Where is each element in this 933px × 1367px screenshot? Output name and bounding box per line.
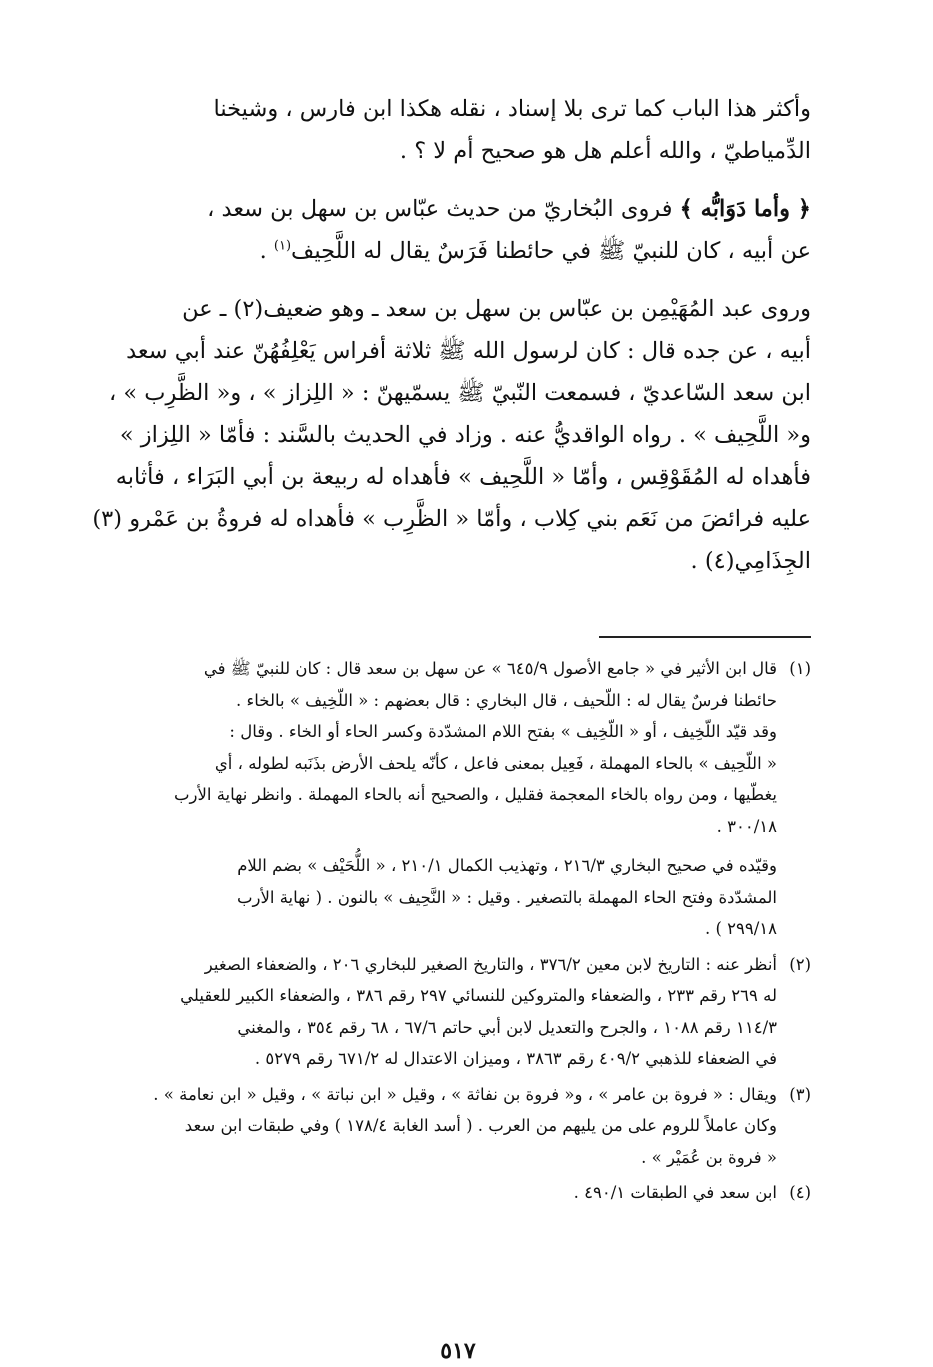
footnote-line: ١١٤/٣ رقم ١٠٨٨ ، والجرح والتعديل لابن أبي حاتم ٦٧/٦ ، ٦٨ رقم ٣٥٤ ، والمغني: [237, 1017, 777, 1037]
text-line: [105, 188, 811, 230]
text-line: عليه فرائضَ من نَعَم بني كِلاب ، وأمّا « الظَّرِب » فأهداه له فروةُ بن عَمْرو (٣): [92, 506, 811, 532]
footnote-line: أنظر عنه : التاريخ لابن معين ٣٧٦/٢ ، والتاريخ الصغير للبخاري ٢٠٦ ، والضعفاء الصغير: [204, 954, 777, 974]
paragraph-1: [105, 88, 811, 172]
text-line: أبيه ، عن جده قال : كان لرسول الله ﷺ ثلاثة أفراس يَعْلِفُهُنّ عند أبي سعد: [126, 338, 811, 364]
footnote-divider: [599, 636, 811, 638]
paragraph-3: [92, 288, 811, 582]
footnote-line: في الضعفاء للذهبي ٤٠٩/٢ رقم ٣٨٦٣ ، وميزان الاعتدال له ٦٧١/٢ رقم ٥٢٧٩ .: [254, 1049, 777, 1068]
footnote-line: « فروة بن عُمَيْر » .: [641, 1147, 777, 1167]
footnote-sub-paragraph: [105, 850, 777, 945]
footnote-number: (٢): [789, 954, 811, 974]
footnote-line: حائطنا فرسٌ يقال له : اللّحيف ، قال البخاري : قال بعضهم : « اللّخِيف » بالخاء .: [236, 690, 777, 710]
text-fragment: .: [259, 238, 274, 264]
text-fragment: فروى البُخاريّ من حديث عبّاس بن سهل بن سعد ،: [207, 196, 680, 222]
footnote-ref: (١): [273, 238, 292, 254]
text-line: الدِّمياطيّ ، والله أعلم هل هو صحيح أم لا ؟ .: [399, 138, 811, 164]
page-number: ٥١٧: [440, 1338, 476, 1364]
footnote-number: (٤): [789, 1183, 811, 1202]
text-line: فأهداه له المُقَوْقِس ، وأمّا « اللَّحِيف » فأهداه له ربيعة بن أبي البَرَاء ، فأثابه: [115, 464, 811, 490]
footnote-number: (١): [789, 659, 811, 678]
footnote-1: [105, 653, 811, 945]
footnote-4: [105, 1177, 811, 1209]
text-line: [105, 230, 811, 272]
footnote-line: وقد قيّد اللّخِيف ، أو « اللّخِيف » بفتح اللام المشدّدة وكسر الحاء أو الخاء . وقال :: [229, 722, 777, 741]
book-page: [92, 88, 811, 1364]
footnote-line: ٣٠٠/١٨ .: [716, 816, 777, 836]
text-fragment: عن أبيه ، كان للنبيّ ﷺ في حائطنا فَرَسٌ يقال له اللَّحِيف: [291, 238, 811, 264]
text-line: وأكثر هذا الباب كما ترى بلا إسناد ، نقله هكذا ابن فارس ، وشيخنا: [213, 96, 811, 122]
footnote-line: ويقال : « فروة بن عامر » ، و« فروة بن نفاثة » ، وقيل « ابن نباتة » ، وقيل « ابن نعامة » .: [153, 1084, 777, 1104]
footnote-number: (٣): [789, 1084, 811, 1104]
footnote-line: له ٢٦٩ رقم ٢٣٣ ، والضعفاء والمتروكين للنسائي ٢٩٧ رقم ٣٨٦ ، والضعفاء الكبير للعقيلي: [180, 986, 777, 1005]
text-line: و« اللَّحِيف » . رواه الواقديُّ عنه . وزاد في الحديث بالسَّند : فأمّا « اللِزاز »: [119, 422, 811, 448]
footnote-line: المشدّدة وفتح الحاء المهملة بالتصغير . وقيل : « النَّحِيف » بالنون . ( نهاية الأرب: [236, 887, 777, 907]
footnote-3: [105, 1079, 811, 1174]
text-line: ابن سعد السّاعديّ ، فسمعت النّبيّ ﷺ يسمّيهنّ : « اللِزاز » ، و« الظَّرِب » ،: [108, 380, 811, 406]
paragraph-2: [105, 188, 811, 272]
text-line: وروى عبد المُهَيْمِن بن عبّاس بن سهل بن سعد ـ وهو ضعيف(٢) ـ عن: [182, 296, 811, 322]
footnote-line: « اللّحِيف » بالحاء المهملة ، فَعِيل بمعنى فاعل ، كأنّه يلحف الأرض بذَنَبه لطوله ، أي: [214, 753, 777, 773]
section-heading: ﴿ وأما دَوَابُّه ﴾: [679, 196, 811, 222]
footnote-line: ٢٩٩/١٨ ) .: [704, 919, 777, 938]
text-line: الجِذَامِي(٤) .: [690, 548, 811, 574]
footnote-line: وقيّده في صحيح البخاري ٢١٦/٣ ، وتهذيب الكمال ٢١٠/١ ، « اللُّحَيْف » بضم اللام: [237, 856, 777, 875]
footnote-line: يغطّيها ، ومن رواه بالخاء المعجمة فقليل ، والصحيح أنه بالحاء المهملة . وانظر نهاية الأرب: [173, 785, 777, 804]
footnote-line: وكان عاملاً للروم على من يليهم من العرب . ( أسد الغابة ١٧٨/٤ ) وفي طبقات ابن سعد: [184, 1116, 777, 1135]
footnote-2: [105, 949, 811, 1075]
footnote-line: ابن سعد في الطبقات ٤٩٠/١ .: [573, 1183, 777, 1202]
footnote-line: قال ابن الأثير في « جامع الأصول ٦٤٥/٩ » عن سهل بن سعد قال : كان للنبيّ ﷺ في: [203, 659, 777, 678]
footnotes: [105, 653, 811, 1213]
